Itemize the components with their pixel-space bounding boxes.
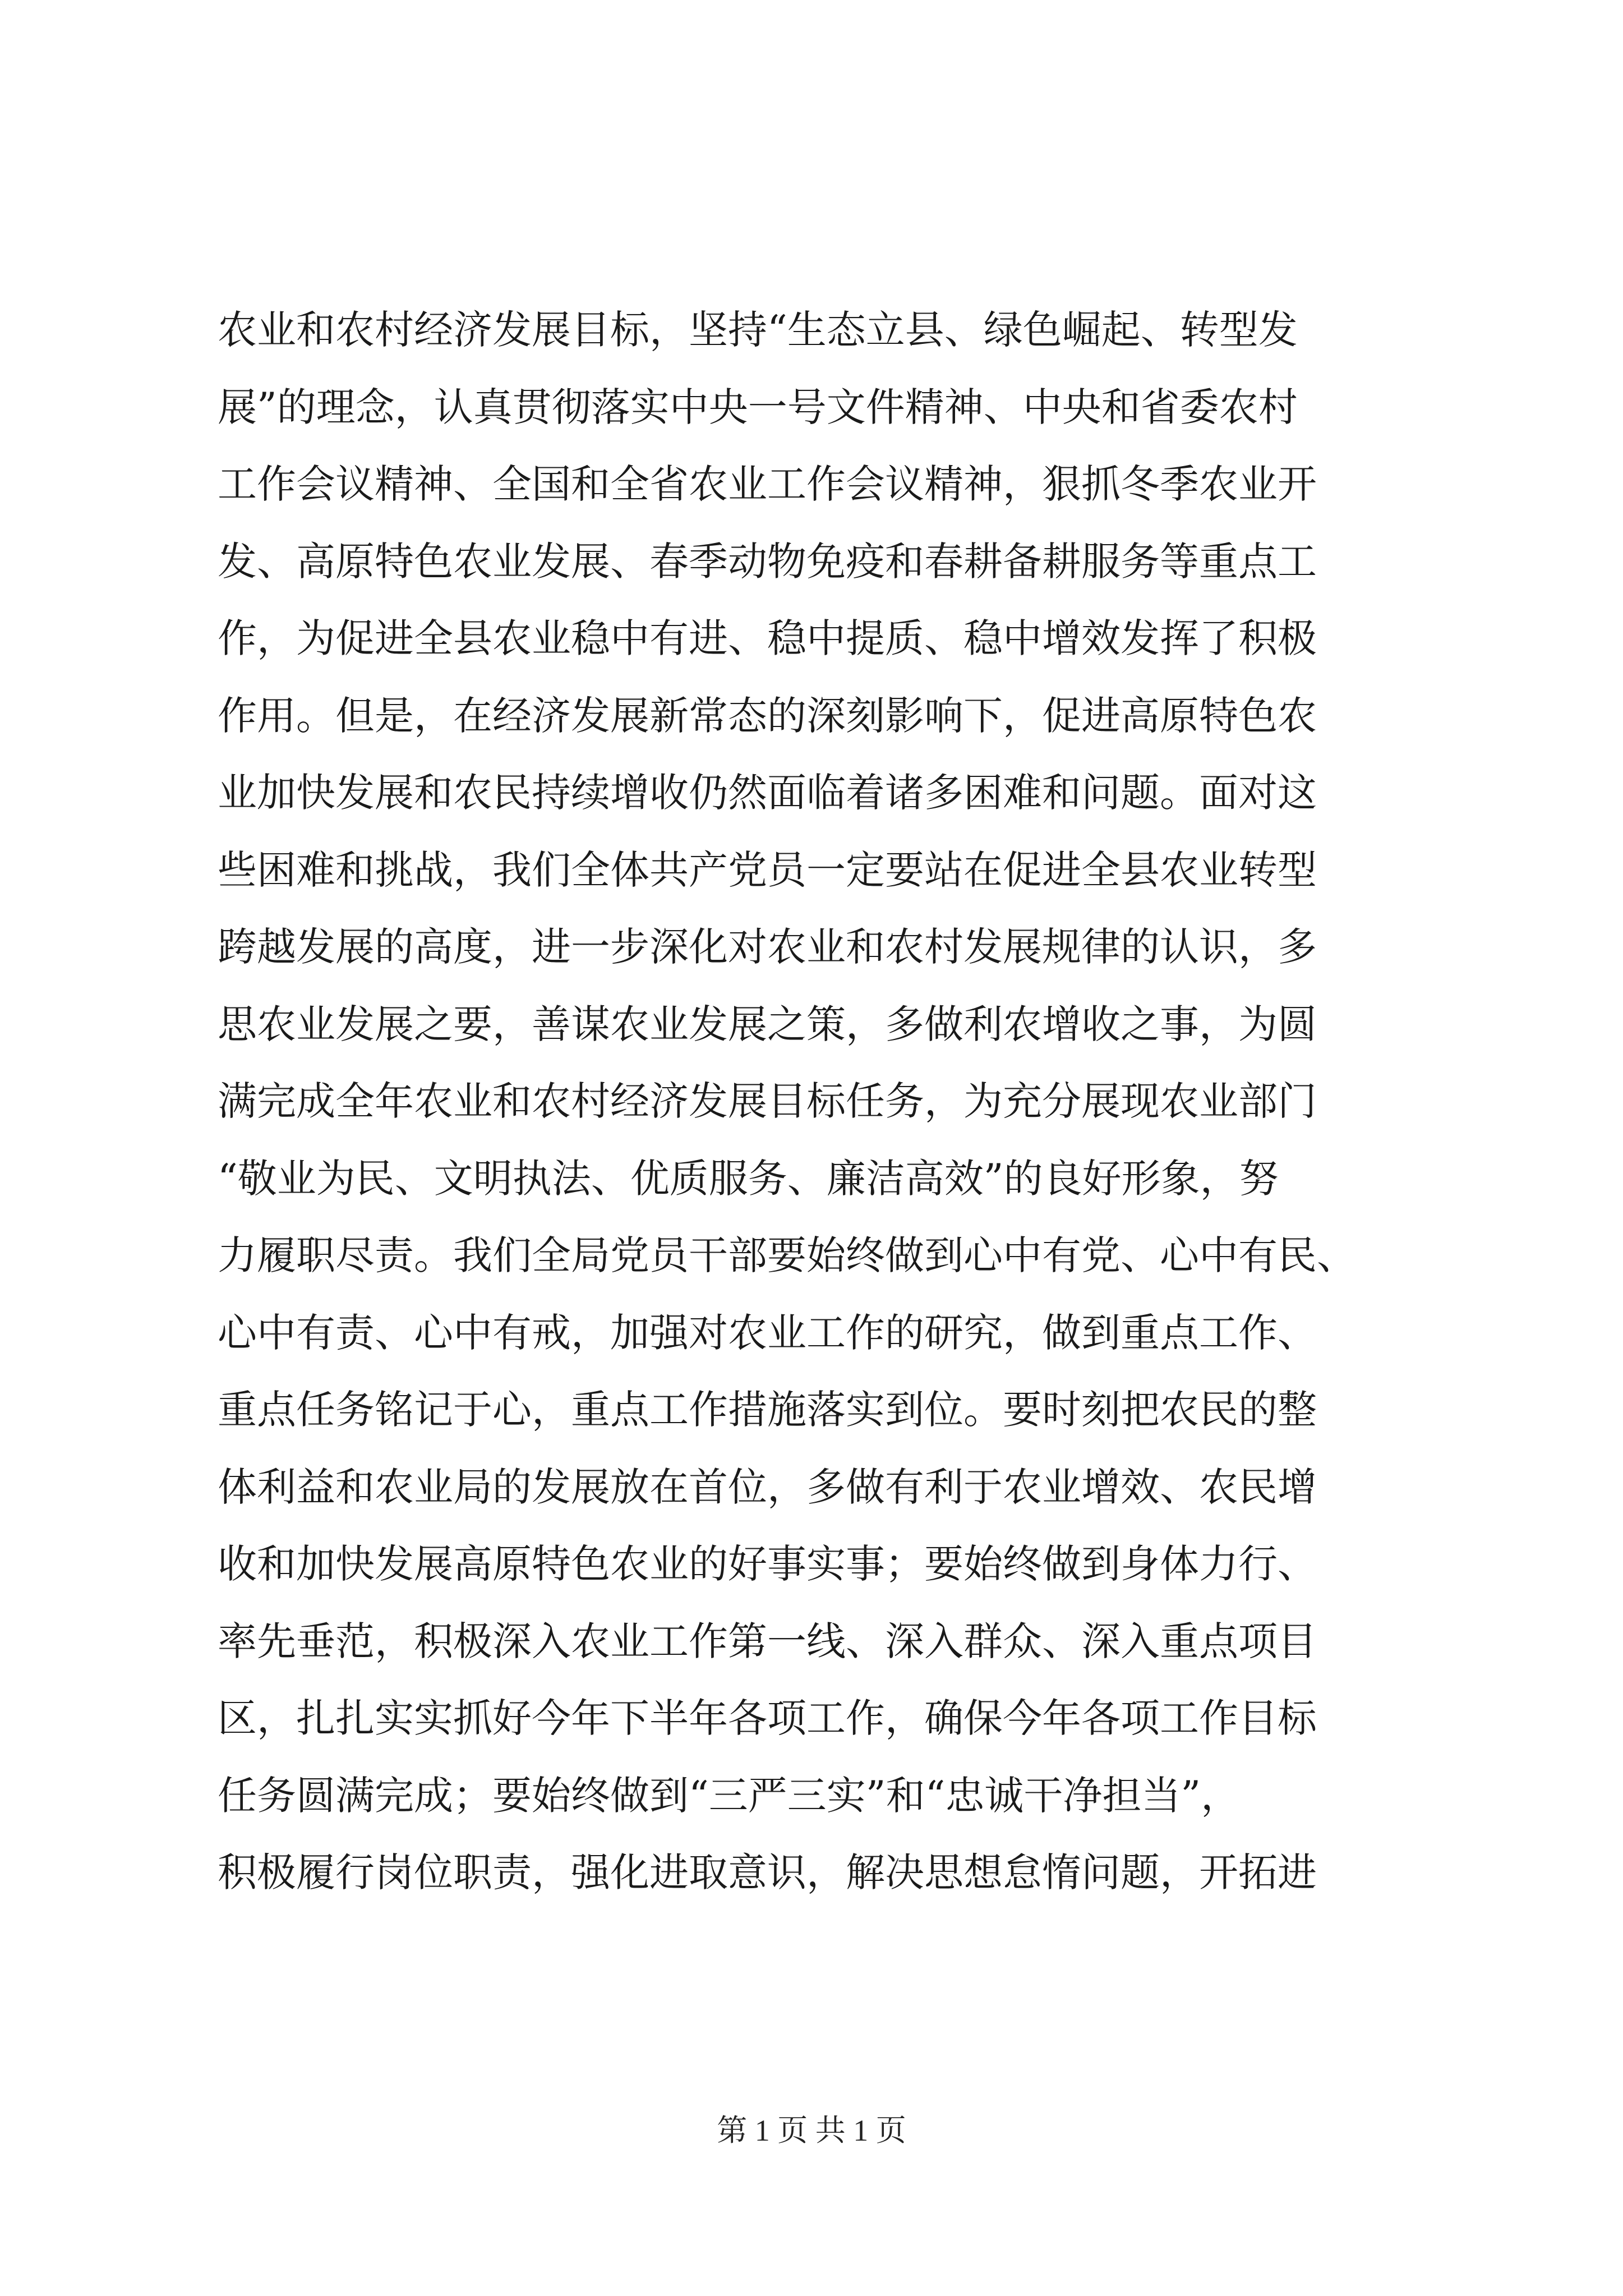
- text-line: 重点任务铭记于心，重点工作措施落实到位。要时刻把农民的整: [218, 1387, 1317, 1433]
- text-line: 业加快发展和农民持续增收仍然面临着诸多困难和问题。面对这: [218, 770, 1317, 816]
- text-line: 作用。但是，在经济发展新常态的深刻影响下，促进高原特色农: [218, 692, 1317, 739]
- text-line: 展”的理念，认真贯彻落实中央一号文件精神、中央和省委农村: [218, 384, 1298, 430]
- text-line: 些困难和挑战，我们全体共产党员一定要站在促进全县农业转型: [218, 846, 1317, 893]
- page-number-footer: 第 1 页 共 1 页: [717, 2114, 906, 2147]
- text-line: 发、高原特色农业发展、春季动物免疫和春耕备耕服务等重点工: [218, 538, 1317, 585]
- text-line: “敬业为民、文明执法、优质服务、廉洁高效”的良好形象，努: [218, 1155, 1279, 1202]
- text-line: 率先垂范，积极深入农业工作第一线、深入群众、深入重点项目: [218, 1618, 1317, 1664]
- text-line: 工作会议精神、全国和全省农业工作会议精神，狠抓冬季农业开: [218, 461, 1317, 507]
- text-line: 任务圆满完成；要始终做到“三严三实”和“忠诚干净担当”，: [218, 1772, 1241, 1819]
- text-line: 满完成全年农业和农村经济发展目标任务，为充分展现农业部门: [218, 1078, 1317, 1124]
- body-paragraph: [218, 292, 1412, 1912]
- text-line: 思农业发展之要，善谋农业发展之策，多做利农增收之事，为圆: [218, 1001, 1317, 1047]
- text-line: 力履职尽责。我们全局党员干部要始终做到心中有党、心中有民、: [218, 1232, 1356, 1278]
- text-line: 体利益和农业局的发展放在首位，多做有利于农业增效、农民增: [218, 1464, 1317, 1510]
- text-line: 积极履行岗位职责，强化进取意识，解决思想怠惰问题，开拓进: [218, 1849, 1317, 1895]
- text-line: 收和加快发展高原特色农业的好事实事；要始终做到身体力行、: [218, 1541, 1317, 1587]
- text-line: 心中有责、心中有戒，加强对农业工作的研究，做到重点工作、: [218, 1309, 1317, 1356]
- text-line: 作，为促进全县农业稳中有进、稳中提质、稳中增效发挥了积极: [218, 615, 1317, 661]
- text-line: 区，扎扎实实抓好今年下半年各项工作，确保今年各项工作目标: [218, 1695, 1317, 1741]
- text-line: 农业和农村经济发展目标，坚持“生态立县、绿色崛起、转型发: [218, 307, 1298, 353]
- text-line: 跨越发展的高度，进一步深化对农业和农村发展规律的认识，多: [218, 924, 1317, 970]
